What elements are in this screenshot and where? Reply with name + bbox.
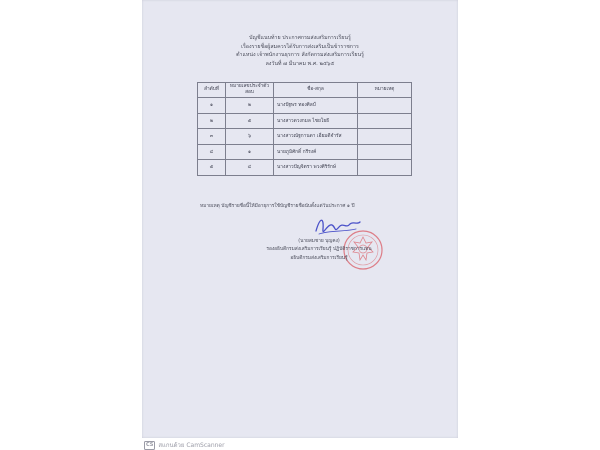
cell-name: นายภูมิศักดิ์ กรีรงค์: [274, 144, 358, 160]
header-line-4: ลงวันที่ ๗ มีนาคม พ.ศ. ๒๕๖๕: [265, 60, 335, 67]
cell-name: นางสาวณัฐกานดา เอี่ยมดีจำรัส: [274, 129, 358, 145]
table-row: [198, 129, 412, 145]
header-name: ชื่อ-สกุล: [274, 83, 358, 98]
candidate-table: [197, 82, 412, 176]
cell-remark: [358, 160, 412, 176]
header-line-3: ตำแหน่ง เจ้าพนักงานธุรการ สังกัดกรมส่งเสริมการเรียนรู้: [236, 52, 364, 59]
cell-rank: ๖: [226, 129, 274, 145]
cell-name: นางสาวดวงกมล ไชยโยธี: [274, 113, 358, 129]
camscanner-watermark: [144, 440, 225, 450]
cell-rank: ๕: [226, 113, 274, 129]
scanned-document-page: [142, 0, 458, 438]
cell-no: ๓: [198, 129, 226, 145]
cell-remark: [358, 113, 412, 129]
signature-icon: [310, 213, 366, 241]
cell-name: นางสาวปัญจิตรา พวงศิริรักษ์: [274, 160, 358, 176]
table-row: [198, 113, 412, 129]
cell-rank: ๔: [226, 160, 274, 176]
cell-remark: [358, 129, 412, 145]
watermark-text: สแกนด้วย CamScanner: [158, 442, 225, 449]
header-no: ลำดับที่: [198, 83, 226, 98]
header-remark: หมายเหตุ: [358, 83, 412, 98]
header-line-2: เรื่องรายชื่อผู้สมควรได้รับการส่งเสริมเป็นข้าราชการ: [241, 43, 359, 50]
cell-no: ๕: [198, 160, 226, 176]
signer-name: (นายสมชาย บุญคง): [298, 239, 340, 244]
cell-no: ๒: [198, 113, 226, 129]
signer-position: รองอธิบดีกรมส่งเสริมการเรียนรู้ ปฏิบัติราชการแทน: [266, 247, 372, 253]
camscanner-logo-icon: CS: [146, 441, 154, 448]
cell-remark: [358, 144, 412, 160]
table-row: [198, 144, 412, 160]
signature-block: [254, 238, 384, 263]
table-row: [198, 98, 412, 114]
cell-name: นางปัฐพร ทองศิลป์: [274, 98, 358, 114]
cell-rank: ๑: [226, 144, 274, 160]
signer-organization: อธิบดีกรมส่งเสริมการเรียนรู้: [290, 255, 348, 261]
table-header-row: [198, 83, 412, 98]
document-header: [142, 34, 458, 68]
validity-note: หมายเหตุ บัญชีรายชื่อนี้ให้มีอายุการใช้บัญชีรายชื่อนับตั้งแต่วันประกาศ ๑ ปี: [200, 204, 355, 209]
header-rank: หมายเลขประจำตัวสอบ: [226, 83, 274, 98]
header-line-1: บัญชีแนบท้าย ประกาศกรมส่งเสริมการเรียนรู้: [249, 35, 351, 41]
cell-no: ๔: [198, 144, 226, 160]
table-row: [198, 160, 412, 176]
cell-remark: [358, 98, 412, 114]
cell-no: ๑: [198, 98, 226, 114]
cell-rank: ๒: [226, 98, 274, 114]
